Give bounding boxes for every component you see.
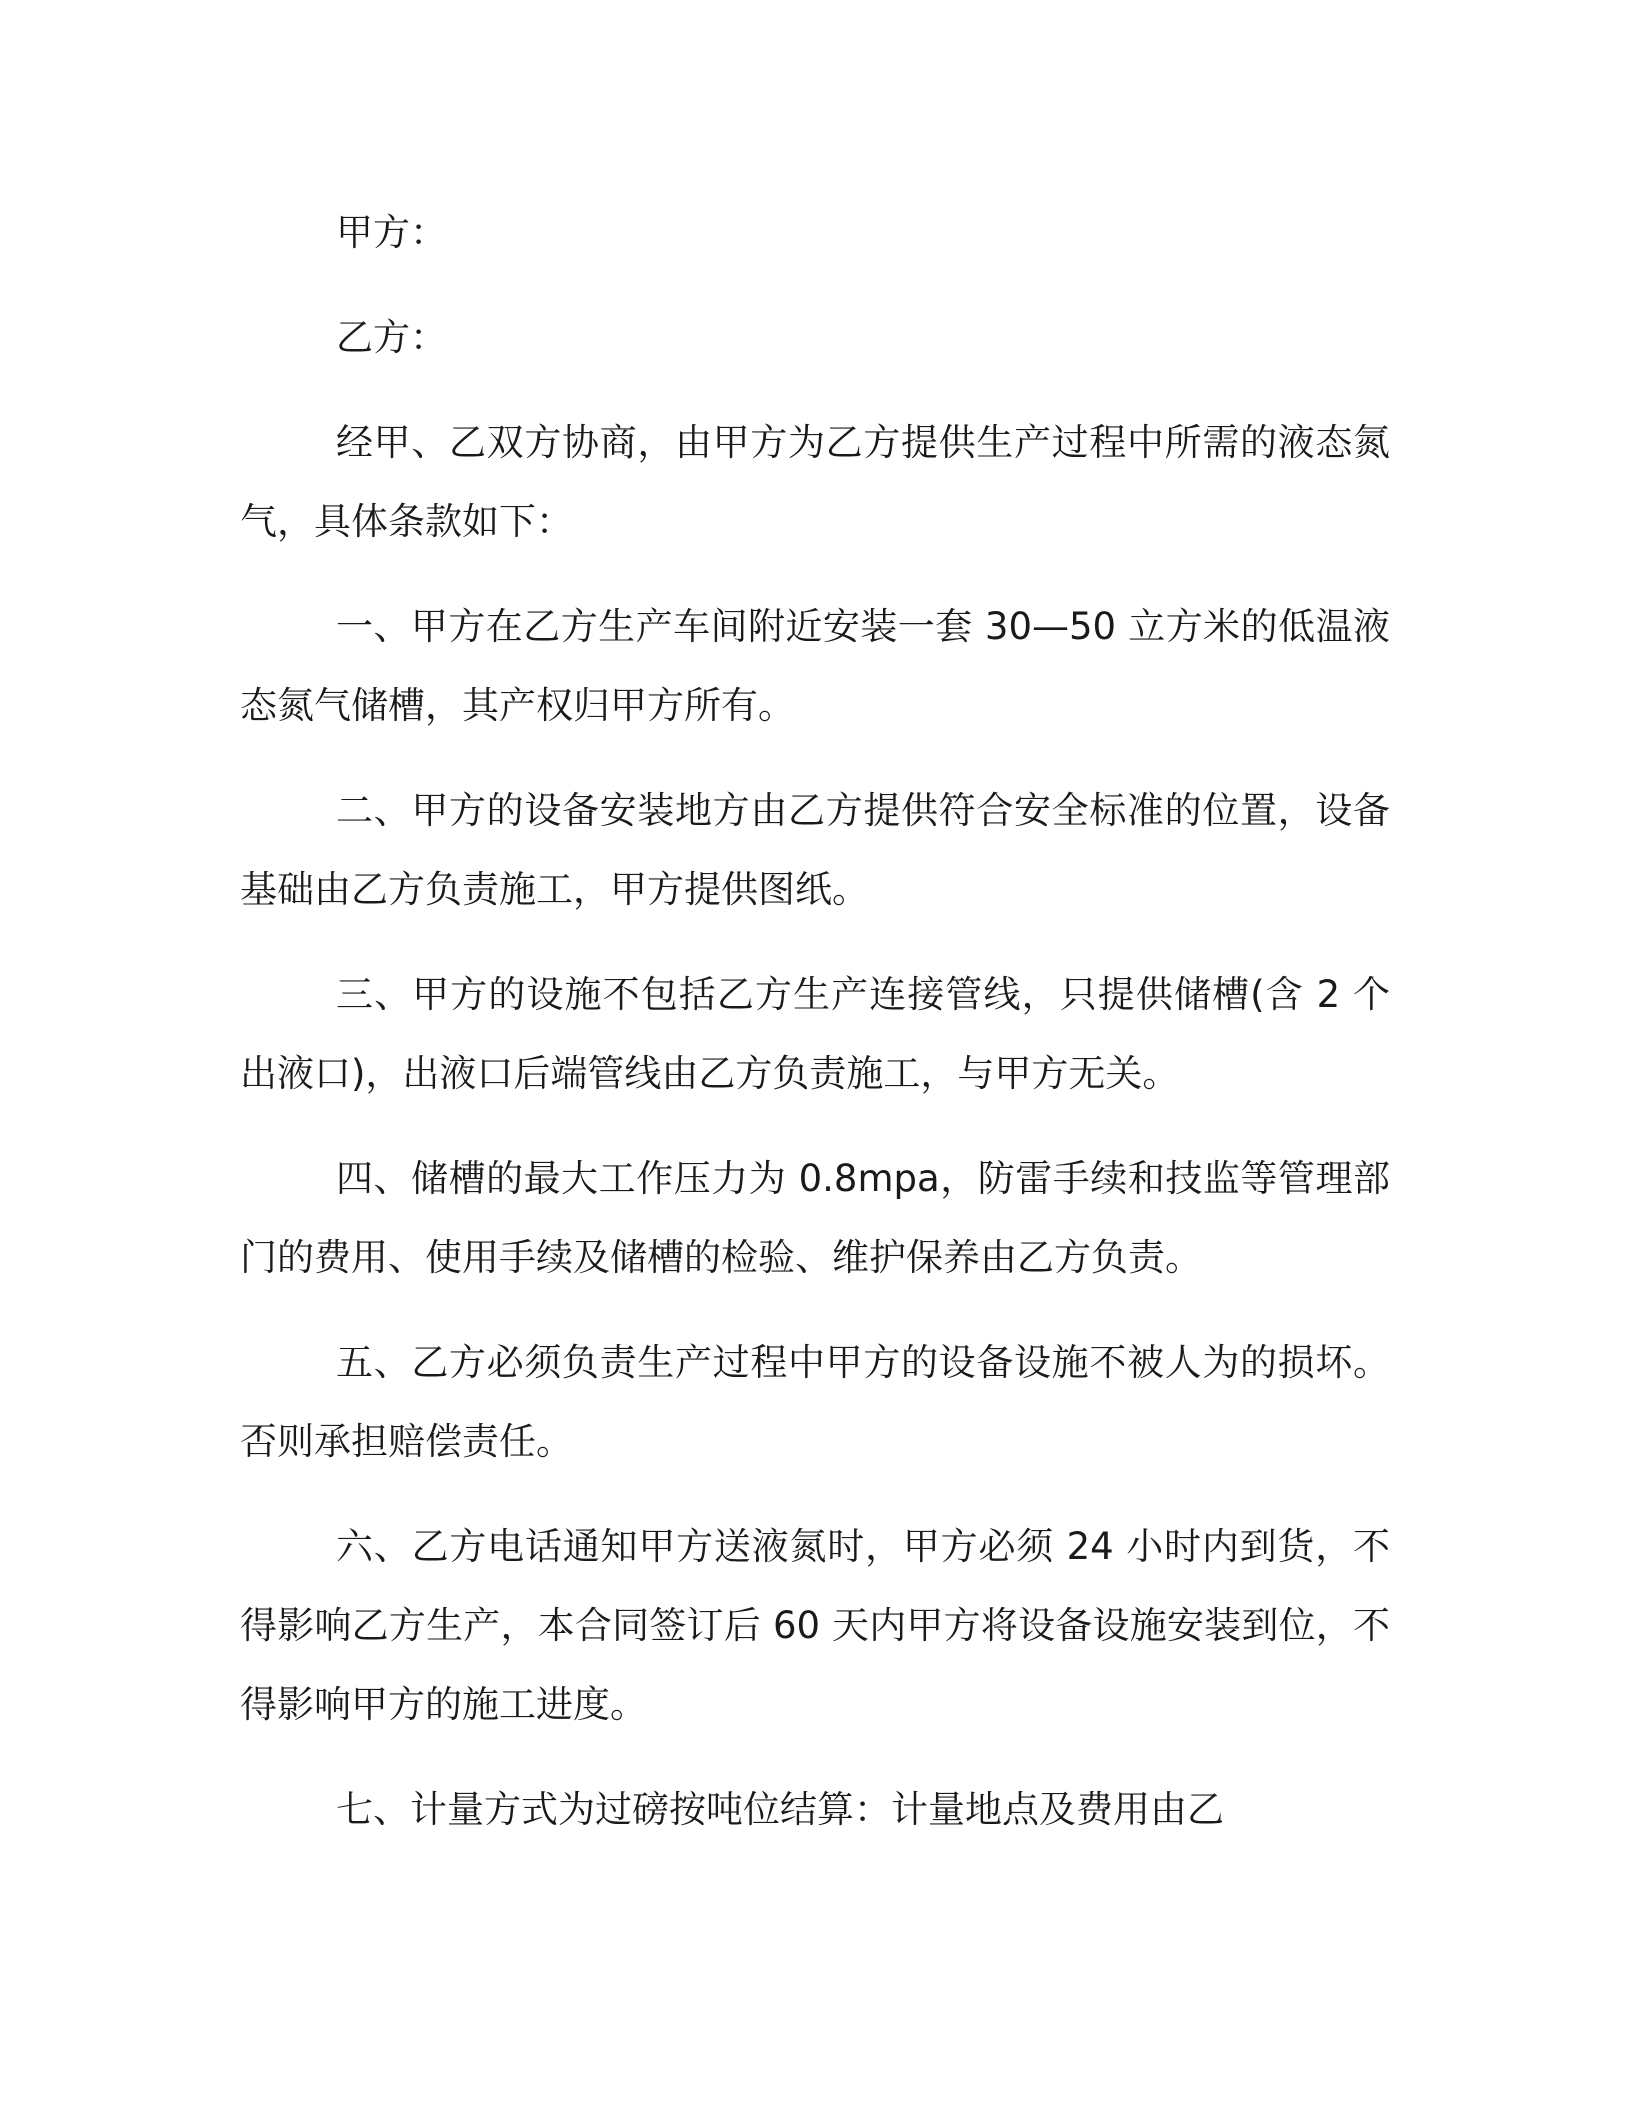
- clause-6-paragraph: 六、乙方电话通知甲方送液氮时，甲方必须 24 小时内到货，不得影响乙方生产，本合同签订后 60 天内甲方将设备设施安装到位，不得影响甲方的施工进度。: [240, 1525, 1390, 1726]
- preamble-paragraph: 经甲、乙双方协商，由甲方为乙方提供生产过程中所需的液态氮气，具体条款如下：: [240, 421, 1390, 543]
- clause-7-paragraph: 七、计量方式为过磅按吨位结算：计量地点及费用由乙: [336, 1788, 1224, 1831]
- party-a-line: 甲方：: [336, 211, 447, 254]
- clause-4-paragraph: 四、储槽的最大工作压力为 0.8mpa，防雷手续和技监等管理部门的费用、使用手续及储槽的检验、维护保养由乙方负责。: [240, 1157, 1390, 1279]
- party-b-line: 乙方：: [336, 316, 447, 359]
- clause-1-paragraph: 一、甲方在乙方生产车间附近安装一套 30—50 立方米的低温液态氮气储槽，其产权归甲方所有。: [240, 605, 1390, 727]
- clause-3-paragraph: 三、甲方的设施不包括乙方生产连接管线，只提供储槽(含 2 个出液口)，出液口后端管线由乙方负责施工，与甲方无关。: [240, 973, 1390, 1095]
- clause-2-paragraph: 二、甲方的设备安装地方由乙方提供符合安全标准的位置，设备基础由乙方负责施工，甲方提供图纸。: [240, 789, 1390, 911]
- document-body: [240, 193, 1390, 1849]
- clause-5-paragraph: 五、乙方必须负责生产过程中甲方的设备设施不被人为的损坏。否则承担赔偿责任。: [240, 1341, 1390, 1463]
